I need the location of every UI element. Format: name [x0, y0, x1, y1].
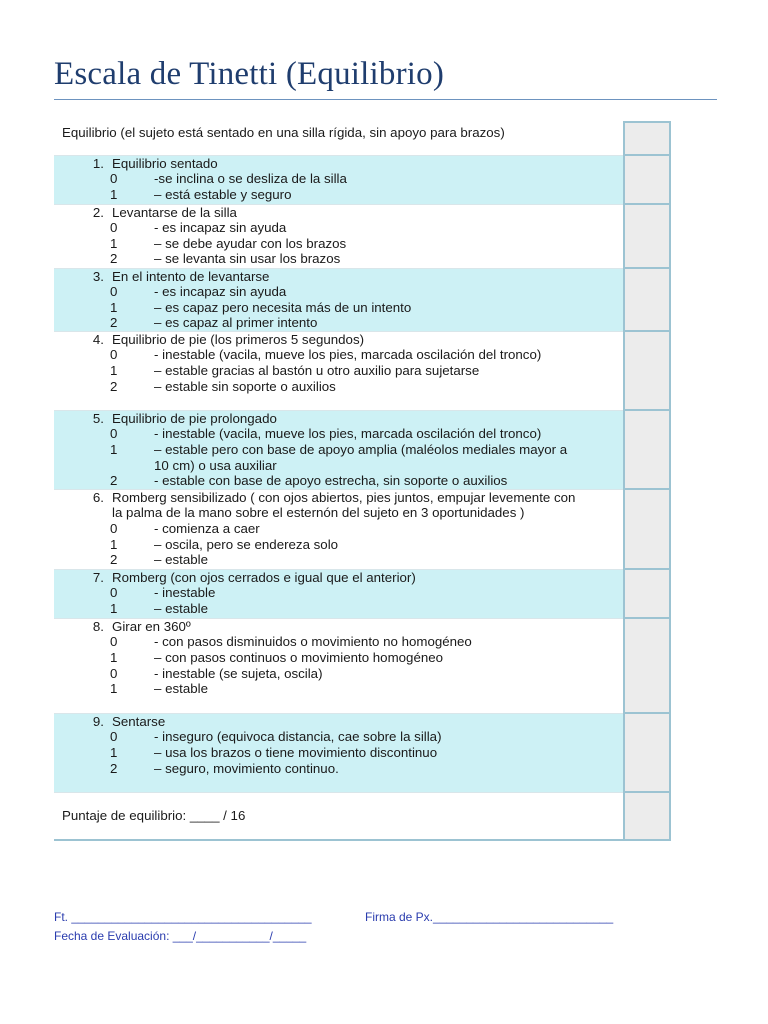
item-title: En el intento de levantarse: [112, 268, 270, 284]
option-code: 1: [110, 299, 118, 315]
option-text: – se levanta sin usar los brazos: [154, 251, 341, 267]
item-content: [54, 713, 624, 792]
option-code: 2: [110, 473, 118, 489]
option-line: [54, 666, 617, 682]
option-text: -se inclina o se desliza de la silla: [154, 171, 347, 187]
option-line: [54, 426, 617, 442]
score-cell[interactable]: [624, 331, 670, 410]
option-text-continued: 10 cm) o usa auxiliar: [154, 457, 277, 473]
score-cell[interactable]: [624, 122, 670, 155]
option-line: [54, 473, 617, 489]
item-number: 8.: [92, 618, 104, 634]
option-line: [54, 315, 617, 331]
item-content: [54, 489, 624, 569]
option-text: - estable con base de apoyo estrecha, sin soporte o auxilios: [154, 473, 508, 489]
item-title: Romberg (con ojos cerrados e igual que el anterior): [112, 569, 416, 585]
option-code: 1: [110, 442, 118, 458]
item-number: 1.: [92, 155, 104, 171]
table-row: [54, 155, 670, 204]
item-heading: [54, 269, 617, 285]
option-code: 1: [110, 235, 118, 251]
option-line: [54, 236, 617, 252]
option-line: [54, 634, 617, 650]
option-code: 0: [110, 521, 118, 537]
option-line: [54, 363, 617, 379]
table-header-row: [54, 122, 670, 155]
option-line: [54, 681, 617, 697]
option-code: 0: [110, 665, 118, 681]
option-text: – es capaz al primer intento: [154, 315, 318, 331]
item-content: [54, 618, 624, 713]
option-text: – usa los brazos o tiene movimiento discontinuo: [154, 745, 438, 761]
score-cell[interactable]: [624, 489, 670, 569]
table-row: [54, 410, 670, 489]
option-line: [54, 220, 617, 236]
score-total-cell: [54, 792, 624, 840]
item-title-continued: la palma de la mano sobre el esternón del sujeto en 3 oportunidades ): [112, 505, 525, 521]
item-heading: [54, 570, 617, 586]
item-heading: [54, 411, 617, 427]
item-number: 9.: [92, 713, 104, 729]
option-code: 0: [110, 585, 118, 601]
option-code: 1: [110, 650, 118, 666]
therapist-line: Ft. ____________________________________: [54, 910, 312, 924]
item-number: 4.: [92, 331, 104, 347]
option-code: 1: [110, 363, 118, 379]
option-code: 2: [110, 760, 118, 776]
option-code: 1: [110, 745, 118, 761]
option-code: 2: [110, 315, 118, 331]
option-line: [54, 379, 617, 395]
option-code: 0: [110, 284, 118, 300]
table-row: [54, 331, 670, 410]
table-row: [54, 618, 670, 713]
option-line: [54, 745, 617, 761]
option-line: [54, 601, 617, 617]
table-row: [54, 268, 670, 331]
option-line: [54, 521, 617, 537]
score-cell[interactable]: [624, 569, 670, 618]
option-text: – estable: [154, 601, 208, 617]
option-code: 0: [110, 426, 118, 442]
item-title: Equilibrio sentado: [112, 155, 218, 171]
option-line: [54, 761, 617, 777]
score-cell[interactable]: [624, 713, 670, 792]
score-cell[interactable]: [624, 410, 670, 489]
score-cell[interactable]: [624, 204, 670, 268]
option-code: 2: [110, 251, 118, 267]
option-text: – con pasos continuos o movimiento homogéneo: [154, 650, 444, 666]
option-line: [54, 552, 617, 568]
option-text: - es incapaz sin ayuda: [154, 220, 287, 236]
option-line: [54, 187, 617, 203]
score-cell[interactable]: [624, 268, 670, 331]
option-code: 0: [110, 220, 118, 236]
option-text: – estable sin soporte o auxilios: [154, 378, 336, 394]
item-content: [54, 331, 624, 410]
option-text: – es capaz pero necesita más de un intento: [154, 299, 412, 315]
table-row: [54, 569, 670, 618]
score-cell[interactable]: [624, 155, 670, 204]
option-line: [54, 537, 617, 553]
option-text: – está estable y seguro: [154, 186, 292, 202]
option-code: 0: [110, 171, 118, 187]
score-cell[interactable]: [624, 618, 670, 713]
item-title: Equilibrio de pie (los primeros 5 segundos): [112, 331, 365, 347]
item-content: [54, 155, 624, 204]
table-row: [54, 713, 670, 792]
option-code: 2: [110, 552, 118, 568]
item-heading: [54, 619, 617, 635]
evaluation-date-line: Fecha de Evaluación: ___/___________/_____: [54, 929, 307, 943]
option-line: [54, 442, 617, 458]
option-line: [54, 300, 617, 316]
option-line: [54, 650, 617, 666]
item-content: [54, 569, 624, 618]
page-title: Escala de Tinetti (Equilibrio): [54, 56, 445, 92]
option-text: – estable: [154, 552, 208, 568]
option-code: 1: [110, 536, 118, 552]
score-total-text: Puntaje de equilibrio: ____ / 16: [62, 808, 246, 824]
option-line: [54, 347, 617, 363]
item-title: Girar en 360º: [112, 618, 191, 634]
option-line: [54, 171, 617, 187]
option-text: – estable: [154, 681, 208, 697]
option-code: 1: [110, 601, 118, 617]
option-text: - inestable (se sujeta, oscila): [154, 665, 323, 681]
score-total-box[interactable]: [624, 792, 670, 840]
item-number: 3.: [92, 268, 104, 284]
option-code: 0: [110, 634, 118, 650]
item-number: 7.: [92, 569, 104, 585]
item-title: Equilibrio de pie prolongado: [112, 410, 277, 426]
item-title: Levantarse de la silla: [112, 204, 237, 220]
option-text: - es incapaz sin ayuda: [154, 284, 287, 300]
option-text: - inestable: [154, 585, 216, 601]
option-text: – oscila, pero se endereza solo: [154, 536, 339, 552]
option-code: 0: [110, 729, 118, 745]
option-text: – estable pero con base de apoyo amplia (maléolos mediales mayor a: [154, 442, 568, 458]
option-text: – estable gracias al bastón u otro auxilio para sujetarse: [154, 363, 480, 379]
table-header-text: Equilibrio (el sujeto está sentado en una silla rígida, sin apoyo para brazos): [54, 122, 624, 155]
item-heading: [54, 332, 617, 348]
option-text: - inestable (vacila, mueve los pies, marcada oscilación del tronco): [154, 426, 542, 442]
table-row: [54, 204, 670, 268]
item-heading: [54, 156, 617, 172]
title-divider: [54, 99, 717, 100]
item-title: Sentarse: [112, 713, 166, 729]
option-text: - con pasos disminuidos o movimiento no homogéneo: [154, 634, 472, 650]
item-content: [54, 410, 624, 489]
patient-signature-line: Firma de Px.___________________________: [365, 910, 614, 924]
option-code: 2: [110, 378, 118, 394]
tinetti-balance-table: [54, 121, 671, 841]
item-number: 6.: [92, 489, 104, 505]
item-heading: [54, 205, 617, 221]
option-code: 0: [110, 347, 118, 363]
item-heading: [54, 714, 617, 730]
option-text: – se debe ayudar con los brazos: [154, 235, 347, 251]
option-text: – seguro, movimiento continuo.: [154, 760, 339, 776]
item-content: [54, 204, 624, 268]
option-text: - inestable (vacila, mueve los pies, marcada oscilación del tronco): [154, 347, 542, 363]
item-title: Romberg sensibilizado ( con ojos abiertos, pies juntos, empujar levemente con: [112, 489, 576, 505]
score-total-row: [54, 792, 670, 840]
option-line: [54, 284, 617, 300]
option-code: 1: [110, 186, 118, 202]
option-line: [54, 585, 617, 601]
option-code: 1: [110, 681, 118, 697]
item-content: [54, 268, 624, 331]
item-number: 5.: [92, 410, 104, 426]
item-number: 2.: [92, 204, 104, 220]
option-line: [54, 729, 617, 745]
option-text: - inseguro (equivoca distancia, cae sobre la silla): [154, 729, 442, 745]
table-row: [54, 489, 670, 569]
option-line: [54, 251, 617, 267]
item-heading: [54, 490, 617, 506]
option-text: - comienza a caer: [154, 521, 260, 537]
